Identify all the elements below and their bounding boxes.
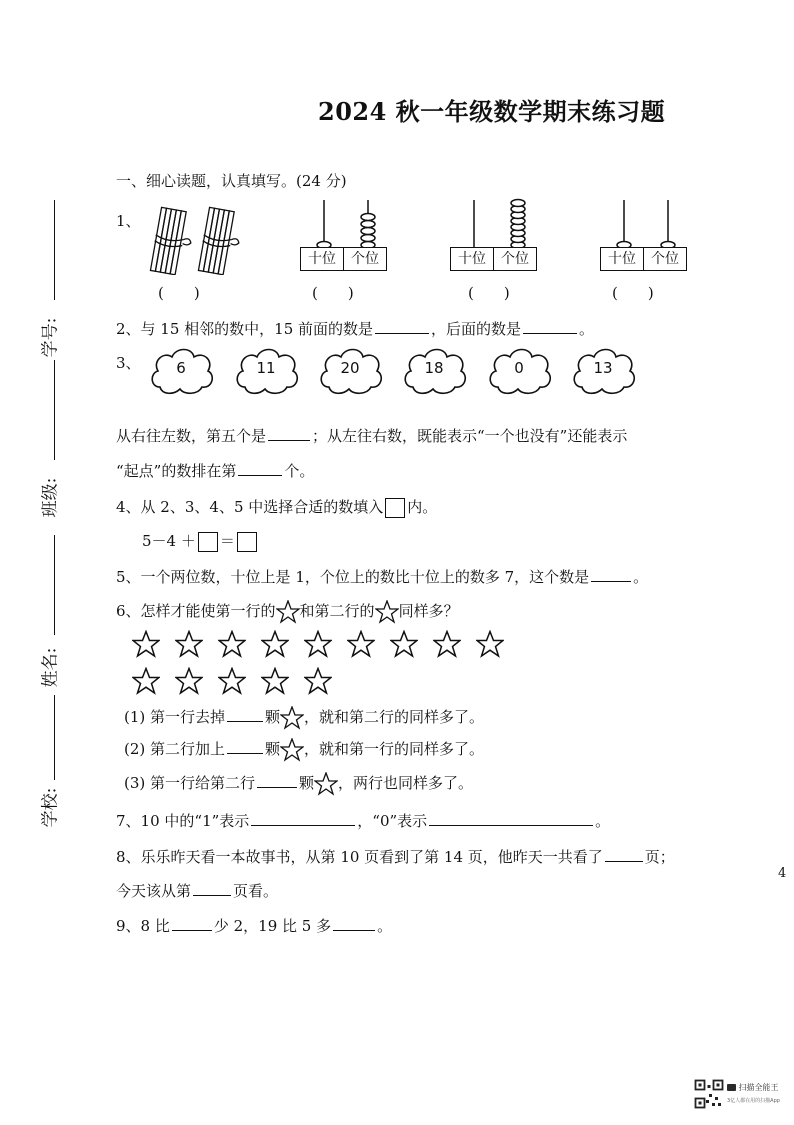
- star-icon: [218, 667, 246, 695]
- tens-label: 十位: [308, 251, 336, 267]
- star-icon: [375, 600, 399, 624]
- tens-label: 十位: [458, 251, 486, 267]
- star-icon: [433, 630, 461, 658]
- abacus-icon: [602, 198, 690, 250]
- cloud-number: 13: [593, 359, 613, 377]
- q9-blank-2[interactable]: [333, 916, 375, 931]
- cloud-number: 6: [176, 359, 186, 377]
- q9-blank-1[interactable]: [172, 916, 212, 931]
- star-icon: [132, 667, 160, 695]
- q6-s3-c: ，两行也同样多了。: [338, 774, 474, 792]
- school-field-line: [54, 695, 55, 780]
- star-icon: [132, 630, 160, 658]
- star-row-2: [132, 667, 347, 695]
- cloud-number: 0: [514, 359, 524, 377]
- q2-text-a: 2、与 15 相邻的数中，15 前面的数是: [116, 320, 374, 338]
- q6-sub-3: [124, 772, 473, 796]
- star-icon: [276, 600, 300, 624]
- class-label: 班级:: [40, 477, 61, 518]
- q9-text-b: 少 2，19 比 5 多: [213, 917, 332, 935]
- edge-mark: 4: [778, 866, 787, 881]
- q6-text-c: 同样多？: [398, 602, 459, 620]
- tens-label: 十位: [608, 251, 636, 267]
- q4-text-b: 内。: [407, 498, 438, 516]
- q6-blank-2[interactable]: [227, 739, 263, 754]
- number-field-line: [54, 200, 55, 300]
- star-icon: [347, 630, 375, 658]
- q8-blank-1[interactable]: [605, 847, 643, 862]
- q2-text-c: 。: [579, 320, 595, 338]
- star-icon: [261, 667, 289, 695]
- q5-blank[interactable]: [591, 567, 631, 582]
- q6-text-b: 和第二行的: [299, 602, 375, 620]
- qr-code-icon: [694, 1079, 724, 1109]
- q6-s2-b: 颗: [265, 740, 281, 758]
- q6-sub-2: [124, 738, 484, 762]
- q6-s3-b: 颗: [299, 774, 315, 792]
- abacus-place-labels: [300, 247, 387, 271]
- abacus-place-labels: [600, 247, 687, 271]
- question-4: [116, 496, 437, 518]
- q1-answer-blank-2[interactable]: ( ): [312, 284, 354, 302]
- q9-text-c: 。: [377, 917, 393, 935]
- number-cloud: [486, 343, 552, 397]
- question-8-line-1: [116, 846, 675, 867]
- q6-s2-c: ，就和第一行的同样多了。: [304, 740, 485, 758]
- scanner-brand-text: 扫描全能王: [738, 1083, 779, 1092]
- q4-result-box[interactable]: [237, 532, 257, 552]
- q5-text: 5、一个两位数，十位上是 1，个位上的数比十位上的数多 7，这个数是: [116, 568, 590, 586]
- stick-bundles-icon: [143, 205, 243, 275]
- star-icon: [261, 630, 289, 658]
- q5-end: 。: [633, 568, 649, 586]
- q7-text-b: ，“0”表示: [357, 812, 428, 830]
- star-icon: [314, 772, 338, 796]
- ones-label: 个位: [343, 248, 386, 270]
- abacus-icon: [452, 198, 540, 250]
- q9-text-a: 9、8 比: [116, 917, 170, 935]
- q8-blank-2[interactable]: [193, 881, 231, 896]
- abacus-icon: [302, 198, 390, 250]
- q2-blank-before[interactable]: [375, 319, 429, 334]
- star-icon: [175, 667, 203, 695]
- class-field-line: [54, 360, 55, 460]
- q2-text-b: ，后面的数是: [431, 320, 522, 338]
- star-icon: [218, 630, 246, 658]
- abacus-place-labels: [450, 247, 537, 271]
- cloud-number: 18: [424, 359, 444, 377]
- star-icon: [280, 738, 304, 762]
- q1-answer-blank-4[interactable]: ( ): [612, 284, 654, 302]
- q3-line-1: [116, 425, 627, 446]
- ones-label: 个位: [493, 248, 536, 270]
- q3-number: 3、: [116, 354, 141, 372]
- question-9: [116, 915, 392, 936]
- q4-text-a: 4、从 2、3、4、5 中选择合适的数填入: [116, 498, 384, 516]
- q1-answer-blank-3[interactable]: ( ): [468, 284, 510, 302]
- star-icon: [175, 630, 203, 658]
- number-cloud: [570, 343, 636, 397]
- q3-text-d: 个。: [284, 462, 315, 480]
- question-5: [116, 566, 648, 587]
- section-heading: 一、细心读题，认真填写。(24 分): [116, 172, 347, 190]
- q4-input-box[interactable]: [198, 532, 218, 552]
- answer-box-icon: [385, 498, 405, 518]
- question-8-line-2: [116, 880, 278, 901]
- star-icon: [304, 667, 332, 695]
- q8-text-c: 今天该从第: [116, 882, 192, 900]
- scanner-brand: [727, 1082, 779, 1093]
- page-title: 2024 秋一年级数学期末练习题: [318, 97, 666, 126]
- q3-text-a: 从右往左数，第五个是: [116, 427, 267, 445]
- q6-text-a: 6、怎样才能使第一行的: [116, 602, 276, 620]
- q4-expr-a: 5－4 ＋: [142, 532, 196, 550]
- question-6: [116, 600, 459, 624]
- cloud-number: 20: [340, 359, 360, 377]
- q8-text-a: 8、乐乐昨天看一本故事书，从第 10 页看到了第 14 页，他昨天一共看了: [116, 848, 603, 866]
- school-label: 学校:: [40, 787, 61, 828]
- q6-blank-3[interactable]: [257, 773, 297, 788]
- q6-s3-a: (3) 第一行给第二行: [124, 774, 256, 792]
- q1-number: 1、: [116, 212, 141, 230]
- cloud-number: 11: [256, 359, 276, 377]
- question-7: [116, 810, 610, 831]
- q8-text-b: 页；: [644, 848, 675, 866]
- student-number-label: 学号:: [40, 317, 61, 358]
- q7-text-c: 。: [595, 812, 611, 830]
- q6-s2-a: (2) 第二行加上: [124, 740, 226, 758]
- star-icon: [304, 630, 332, 658]
- q6-s1-a: (1) 第一行去掉: [124, 708, 226, 726]
- q4-expr-b: ＝: [219, 532, 235, 550]
- q3-text-b: ；从左往右数，既能表示“一个也没有”还能表示: [312, 427, 628, 445]
- q6-blank-1[interactable]: [227, 707, 263, 722]
- q3-blank-2[interactable]: [238, 461, 282, 476]
- star-icon: [280, 706, 304, 730]
- q3-line-2: [116, 460, 314, 481]
- number-cloud: [317, 343, 383, 397]
- q7-text-a: 7、10 中的“1”表示: [116, 812, 250, 830]
- q3-blank-1[interactable]: [268, 426, 310, 441]
- q2-blank-after[interactable]: [523, 319, 577, 334]
- name-label: 姓名:: [40, 647, 61, 688]
- q7-blank-2[interactable]: [429, 811, 593, 826]
- number-cloud: [401, 343, 467, 397]
- q1-answer-blank-1[interactable]: ( ): [158, 284, 200, 302]
- q6-s1-c: ，就和第二行的同样多了。: [304, 708, 485, 726]
- star-row-1: [132, 630, 519, 658]
- q6-s1-b: 颗: [265, 708, 281, 726]
- number-cloud: [148, 343, 214, 397]
- q7-blank-1[interactable]: [251, 811, 355, 826]
- star-icon: [476, 630, 504, 658]
- name-field-line: [54, 535, 55, 635]
- star-icon: [390, 630, 418, 658]
- scanner-logo-icon: [727, 1084, 736, 1091]
- scanner-subtitle: 3亿人都在用的扫描App: [727, 1098, 780, 1104]
- q6-sub-1: [124, 706, 484, 730]
- q4-expression: [142, 530, 259, 552]
- q8-text-d: 页看。: [233, 882, 279, 900]
- question-2: [116, 318, 594, 339]
- number-cloud: [233, 343, 299, 397]
- q3-text-c: “起点”的数排在第: [116, 462, 237, 480]
- ones-label: 个位: [643, 248, 686, 270]
